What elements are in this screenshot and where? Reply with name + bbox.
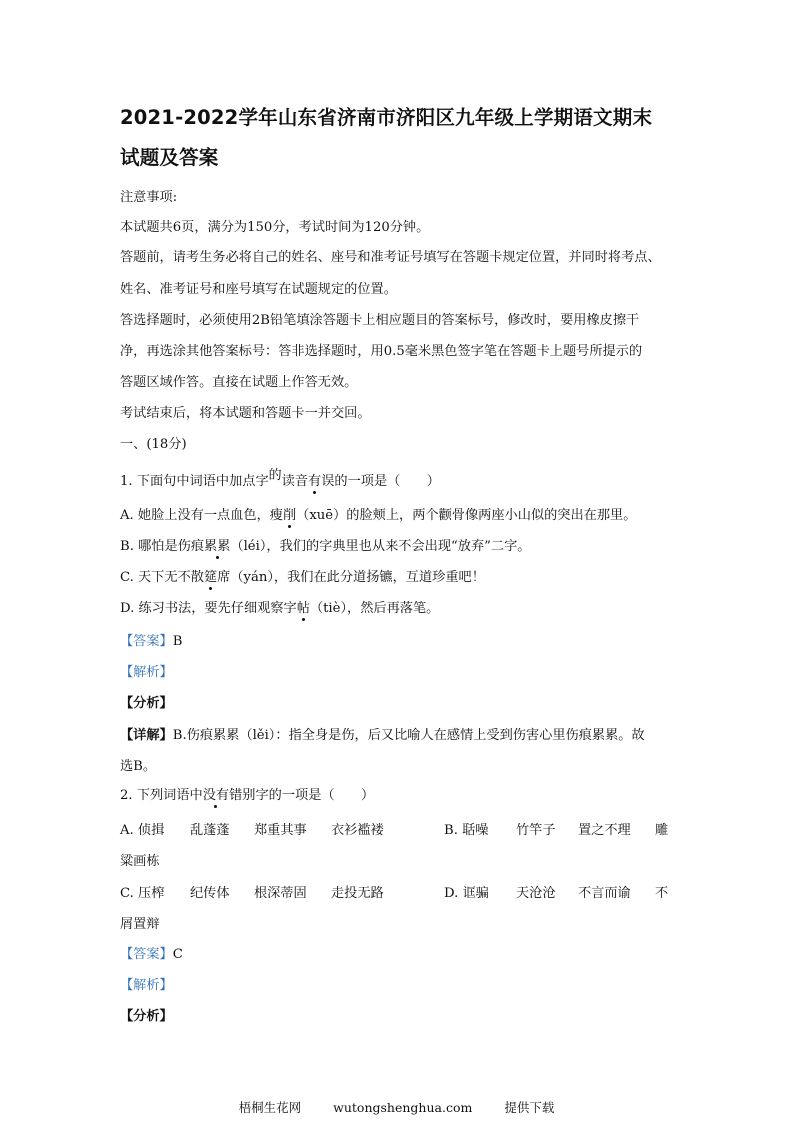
footer-download-text: 提供下载 bbox=[504, 1100, 555, 1115]
notes-line-4: 考试结束后，将本试题和答题卡一并交回。 bbox=[120, 406, 371, 421]
notes-line-3b: 净，再选涂其他答案标号：答非选择题时，用0.5毫米黑色签字笔在答题卡上题号所提示的 bbox=[120, 344, 643, 359]
notes-line-2a: 答题前，请考生务必将自己的姓名、座号和准考证号填写在答题卡规定位置，并同时将考点、 bbox=[120, 250, 661, 265]
question-2-option-d-word-4b: 屑置辩 bbox=[120, 917, 160, 932]
notes-line-2b: 姓名、准考证号和座号填写在试题规定的位置。 bbox=[120, 282, 397, 297]
question-2-option-d-label: D. 诓骗 bbox=[444, 886, 489, 901]
question-2-option-b-word-4b: 粱画栋 bbox=[120, 854, 160, 869]
question-2-option-b-label: B. 聒噪 bbox=[444, 823, 489, 838]
question-1-detail-b: 选B。 bbox=[120, 759, 157, 774]
question-2-option-a-word-2: 乱蓬蓬 bbox=[190, 823, 230, 838]
notes-line-1: 本试题共6页，满分为150分，考试时间为120分钟。 bbox=[120, 220, 430, 235]
notes-line-3c: 答题区域作答。直接在试题上作答无效。 bbox=[120, 375, 358, 390]
question-1-fenxi-label: 【分析】 bbox=[120, 696, 173, 711]
question-1-option-c: C. 天下无不散筵席（yán），我们在此分道扬镳，互道珍重吧！ bbox=[120, 570, 485, 585]
document-title-line2: 试题及答案 bbox=[120, 146, 219, 169]
footer-site-url[interactable]: wutongshenghua.com bbox=[333, 1100, 473, 1115]
question-1-option-b: B. 哪怕是伤痕累累（léi），我们的字典里也从来不会出现“放弃”二字。 bbox=[120, 539, 531, 554]
document-title-line1: 2021-2022学年山东省济南市济阳区九年级上学期语文期末 bbox=[120, 106, 653, 129]
notes-heading: 注意事项: bbox=[120, 190, 178, 205]
question-2-option-b-word-4a: 雕 bbox=[655, 823, 669, 838]
question-1-detail-a: 【详解】B.伤痕累累（lěi）：指全身是伤，后又比喻人在感情上受到伤害心里伤痕累累。故 bbox=[120, 728, 645, 743]
question-2-option-c-label: C. 压榨 bbox=[120, 886, 165, 901]
question-2-option-a-word-4: 衣衫褴褛 bbox=[331, 823, 384, 838]
question-1-stem: 1. 下面句中词语中加点字的读音有误的一项是（ ） bbox=[120, 468, 440, 489]
question-2-option-b-word-2: 竹竿子 bbox=[516, 823, 556, 838]
question-2-option-d-word-3: 不言而谕 bbox=[578, 886, 631, 901]
question-2-fenxi-label: 【分析】 bbox=[120, 1009, 173, 1024]
question-1-analysis-label: 【解析】 bbox=[120, 665, 173, 680]
page-footer bbox=[0, 1098, 793, 1116]
question-2-option-a-word-3: 郑重其事 bbox=[254, 823, 307, 838]
question-1-option-d: D. 练习书法，要先仔细观察字帖（tiè），然后再落笔。 bbox=[120, 601, 440, 616]
section-heading: 一、(18分) bbox=[120, 437, 187, 452]
question-1-answer: 【答案】B bbox=[120, 634, 183, 649]
question-2-answer: 【答案】C bbox=[120, 947, 183, 962]
question-2-analysis-label: 【解析】 bbox=[120, 978, 173, 993]
question-2-option-c-word-3: 根深蒂固 bbox=[254, 886, 307, 901]
notes-line-3a: 答选择题时，必须使用2B铅笔填涂答题卡上相应题目的答案标号，修改时，要用橡皮擦干 bbox=[120, 313, 640, 328]
question-2-option-a-label: A. 侦揖 bbox=[120, 823, 165, 838]
question-2-option-c-word-4: 走投无路 bbox=[331, 886, 384, 901]
question-2-option-c-word-2: 纪传体 bbox=[190, 886, 230, 901]
footer-site-name: 梧桐生花网 bbox=[238, 1100, 302, 1115]
question-2-stem: 2. 下列词语中没有错别字的一项是（ ） bbox=[120, 788, 375, 803]
question-2-option-b-word-3: 置之不理 bbox=[578, 823, 631, 838]
question-2-option-d-word-2: 天沧沧 bbox=[516, 886, 556, 901]
question-2-option-d-word-4a: 不 bbox=[655, 886, 669, 901]
question-1-option-a: A. 她脸上没有一点血色，瘦削（xuē）的脸颊上，两个颧骨像两座小山似的突出在那里。 bbox=[120, 508, 637, 523]
